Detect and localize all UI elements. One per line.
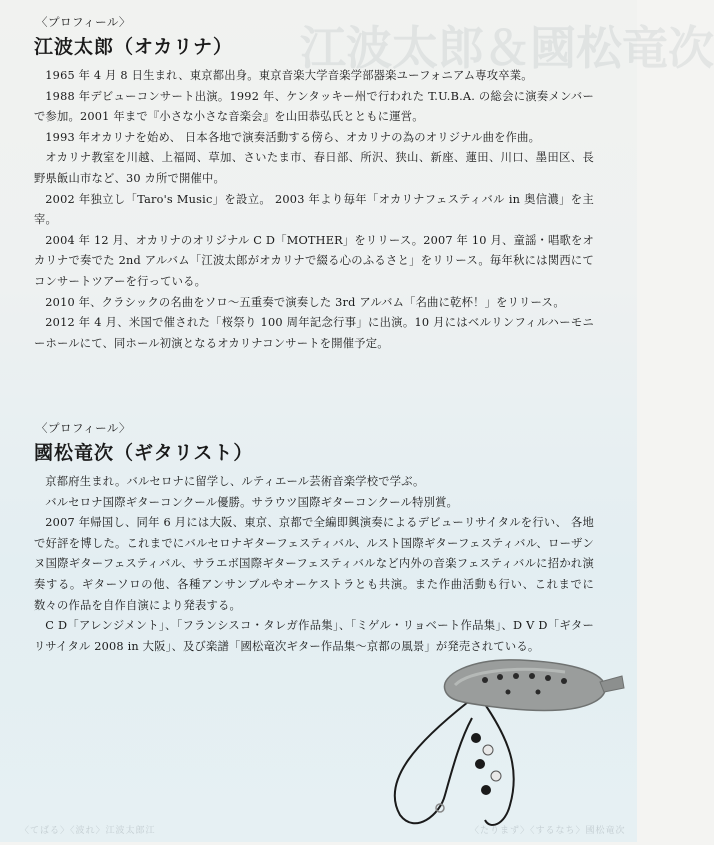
profile-section-ebanami — [34, 14, 594, 354]
performer-name: 國松竜次（ギタリスト） — [34, 442, 254, 464]
profile-paragraph: 1965 年 4 月 8 日生まれ、東京都出身。東京音楽大学音楽学部器楽ユーフォニアム専攻卒業。 — [45, 69, 533, 82]
profile-paragraph: C D「アレンジメント」、「フランシスコ・タレガ作品集」、「ミゲル・リョベート作品集」、D V D「ギターリサイタル 2008 in 大阪」、及び楽譜「國松竜次ギター作品集～京都の風景」が発売されている。 — [34, 619, 594, 653]
profile-paragraph: 2004 年 12 月、オカリナのオリジナル C D「MOTHER」をリリース。2007 年 10 月、童謡・唱歌をオカリナで奏でた 2nd アルバム「江波太郎がオカリナで綴る心のふるさと」をリリース。毎年秋には関西にてコンサートツアーを行っている。 — [34, 233, 594, 288]
profile-label: 〈プロフィール〉 — [36, 15, 131, 29]
profile-section-kunimatsu — [34, 420, 594, 657]
profile-paragraph: 2012 年 4 月、米国で催された「桜祭り 100 周年記念行事」に出演。10 月にはベルリンフィルハーモニーホールにて、同ホール初演となるオカリナコンサートを開催予定。 — [34, 316, 594, 350]
profile-paragraph: 京都府生まれ。バルセロナに留学し、ルティエール芸術音楽学校で学ぶ。 — [45, 475, 425, 488]
ocarina-pendant-illustration — [360, 630, 630, 845]
profile-paragraph: 1988 年デビューコンサート出演。1992 年、ケンタッキー州で行われた T.U.B.A. の総会に演奏メンバーで参加。2001 年まで『小さな小さな音楽会』を山田恭弘氏とともに運営。 — [34, 89, 594, 124]
show-through-footer-right: 〈たりまず〉〈するなち〉國松竜次 — [470, 826, 626, 836]
profile-paragraph: バルセロナ国際ギターコンクール優勝。サラウツ国際ギターコンクール特別賞。 — [45, 495, 459, 509]
performer-name: 江波太郎（オカリナ） — [34, 36, 234, 58]
profile-paragraph: 1993 年オカリナを始め、 日本各地で演奏活動する傍ら、オカリナの為のオリジナル曲を作曲。 — [45, 130, 541, 144]
profile-paragraph: オカリナ教室を川越、上福岡、草加、さいたま市、春日部、所沢、狭山、新座、蓮田、川口、墨田区、長野県飯山市など、30 カ所で開催中。 — [34, 151, 594, 185]
profile-label: 〈プロフィール〉 — [36, 421, 131, 435]
profile-paragraph: 2007 年帰国し、同年 6 月には大阪、東京、京都で全編即興演奏によるデビューリサイタルを行い、 各地で好評を博した。これまでにバルセロナギターフェスティバル、ルスト国際ギターフェスティバル、ローザンヌ国際ギターフェスティバル、サラエボ国際ギターフェスティバルなど内外の音楽フェスティバルに招かれ演奏する。ギターソロの他、各種アンサンブルやオーケストラとも共演。また作曲活動も行い、これまでに数々の作品を自作自演により発表する。 — [34, 516, 594, 612]
show-through-footer-left: 〈てばる〉〈波れ〉江波太郎江 — [20, 826, 156, 836]
profile-paragraph: 2002 年独立し「Taro's Music」を設立。 2003 年より毎年「オカリナフェスティバル in 奥信濃」を主宰。 — [34, 192, 594, 227]
profile-paragraph: 2010 年、クラシックの名曲をソロ～五重奏で演奏した 3rd アルバム「名曲に乾杯！」をリリース。 — [45, 295, 565, 309]
